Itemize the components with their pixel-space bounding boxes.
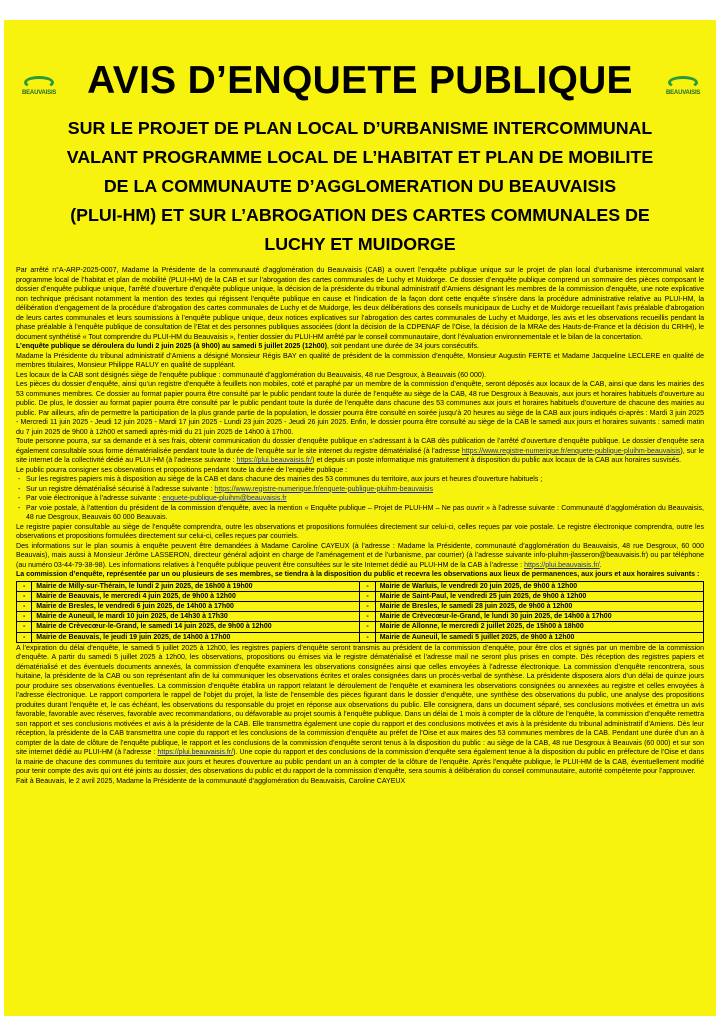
observation-channels-list [16,475,704,523]
paragraph-observations-intro: Le public pourra consigner ses observations et propositions pendant toute la durée de l’enquête publique : [16,466,348,474]
permanence-cell: Mairie de Crèvecœur-le-Grand, le lundi 30 juin 2025, de 14h00 à 17h00 [375,612,703,622]
table-row [17,581,704,591]
text-fragment: . [599,561,602,569]
text-fragment: ) et depuis un poste informatique mis gratuitement à disposition du public aux locaux de la CAB aux horaires susvisés. [312,457,682,464]
bullet-dash: - [17,622,32,632]
bullet-dash: - [17,632,32,642]
permanences-table [16,581,704,643]
paragraph-permanences: La commission d’enquête, représentée par un ou plusieurs de ses membres, se tiendra à la disposition du public et recevra les observations aux lieux de permanences, aux jours et aux horaires suivants : [16,571,700,578]
text-fragment: Toute personne pourra, sur sa demande et à ses frais, obtenir communication du dossier d’enquête publique en s’adressant à la CAB dès publication de l’arrêté d’ouverture d’enquête publique. Le dossier d’enquête sera également consultable sous forme dématérialisée pendant toute la durée de l’enquête sur le site internet du registre dématérialisé (à l’adresse [16,438,704,455]
text-fragment: A l’expiration du délai d’enquête, le samedi 5 juillet 2025 à 12h00, les registres papiers d’enquête seront transmis au président de la commission d’enquête, pour être clos et signés par un membre de la commission d’enquête. A partir du samedi 5 juillet 2025 à 12h00, les observations, propositions ou émises via le registre dématérialisé et l’adresse mail ne seront plus prises en compte. Dès réception des registres papiers et dématérialisé et des éventuels documents annexés, la commission d’enquête examinera les observations consignées ainsi que celles envoyées à l’adresse électronique. La commission d’enquête rencontrera, sous huitaine, la présidente de la CAB ou son représentant afin de lui communiquer les observations écrites et orales consignées dans un procès-verbal de synthèse. La présidente disposera alors d’un délai de quinze jours pour produire ses observations éventuelles. La commission d’enquête établira un rapport relatant le déroulement de l’enquête et examinera les observations consignées ou annexées au registre et celles envoyées à l’adresse électronique. Le rapport comportera le rappel de l’objet du projet, la liste de l’ensemble des pièces figurant dans le dossier d’enquête, une synthèse des observations du public, une analyse des propositions produites durant l’enquête et, le cas échéant, les observations du responsable du projet en réponse aux observations du public. Elle consignera, dans un document séparé, ses conclusions motivées et émettra un avis favorable, favorable avec réserves, favorable avec recommandations, ou défavorable au projet soumis à l’enquête publique. Dans un délai de 1 mois à compter de la clôture de l’enquête, la commission d’enquête remettra son rapport et ses conclusions motivées et avis à la présidente de la CAB. Elle transmettra également une copie du rapport et des conclusions motivées et avis à la présidente du tribunal administratif d’Amiens. Dès leur réception, la présidente de la CAB transmettra une copie du rapport et les conclusions de la commission d’enquête au préfet de l’Oise et aux maires des 53 communes membres de la CAB. Pendant une durée d’un an à compter de la date de clôture de l’enquête publique, le rapport et les conclusions de la commission d’enquête seront tenus à la disposition du public : au siège de la CAB, 48 rue Desgroux à Beauvais (60 000) et sur son site internet dédié au PLUI-HM (à l’adresse : [16,644,704,757]
paragraph-siege: Les locaux de la CAB sont désignés siège de l’enquête publique : communauté d’agglomération du Beauvaisis, 48 rue Desgroux, à Beauvais (60 000). [16,371,487,379]
list-item [16,485,704,495]
page-subtitle [10,114,710,259]
enquiry-dates: L’enquête publique se déroulera du lundi 2 juin 2025 (à 9h00) au samedi 5 juillet 2025 (12h00) [16,343,327,350]
bullet-dash: - [360,632,375,642]
subtitle-line: VALANT PROGRAMME LOCAL DE L’HABITAT ET PLAN DE MOBILITE [66,147,654,167]
paragraph-consultation: Les pièces du dossier d’enquête, ainsi qu’un registre d’enquête à feuillets non mobiles, coté et paraphé par un membre de la commission d’enquête, seront déposés aux locaux de la CAB, ainsi que dans les mairies des 53 communes membres. Ce dossier au format papier pourra être consulté par le public pendant toute la durée de l’enquête au siège de la CAB, 48 rue Desgroux à Beauvais, aux jours et horaires habituels d’ouverture au public. De plus, le dossier au format papier pourra être consulté par le public pendant toute la durée de l’enquête dans chacune des 53 communes aux jours et horaires habituels d’ouverture de chacune des mairies au public. Par ailleurs, afin de permettre la participation de la plus grande partie de la population, le dossier pourra être consulté en soirée jusqu’à 20 heures au siège de la CAB aux jours indiqués ci-après : Mardi 3 juin 2025 - Mercredi 11 juin 2025 - Jeudi 12 juin 2025 - Mardi 17 juin 2025 - Lundi 23 juin 2025 - Jeudi 26 juin 2025. Enfin, le dossier pourra être consulté au siège de la CAB le samedi aux jours et horaires suivants : samedi matin du 7 juin 2025 de 9h00 à 12h00 et samedi après-midi du 21 juin 2025 de 14h00 à 17h00. [16,381,704,436]
list-item [16,494,704,504]
table-row [17,612,704,622]
bullet-dash: - [360,601,375,611]
bullet-dash: - [360,591,375,601]
page-title: AVIS D’ENQUETE PUBLIQUE [87,59,633,102]
permanence-cell: Mairie de Bresles, le samedi 28 juin 2025, de 9h00 à 12h00 [375,601,703,611]
registre-link[interactable]: https://www.registre-numerique.fr/enquete-publique-pluihm-beauvaisis [214,485,433,493]
paragraph-communication [16,437,704,466]
permanence-cell: Mairie de Auneuil, le samedi 5 juillet 2025, de 9h00 à 12h00 [375,632,703,642]
paragraph-arrete: Par arrêté n°A-ARP-2025-0007, Madame la Présidente de la communauté d’agglomération du Beauvaisis (CAB) a ouvert l’enquête publique unique sur le projet de plan local d’urbanisme intercommunal valant programme local de l’habitat et plan de mobilité (PLUI-HM) de la CAB et sur l’abrogation des cartes communales de Luchy et Muidorge. Ce dossier d’enquête publique comprend un sommaire des pièces composant le dossier d’enquête publique unique, l’arrêté d’ouverture d’enquête publique unique, la décision de la présidente du tribunal administratif d’Amiens désignant les membres de la commission d’enquête, une note explicative non technique précisant notamment la mention des textes qui régissent l’enquête publique en cause et l’indication de la façon dont cette enquête s’insère dans la procédure administrative relative au PLUI-HM, la délibération d’engagement de la procédure d’abrogation des cartes communales de Luchy et de Muidorge, les deux délibérations des conseils municipaux de Luchy et de Muidorge recueillant l’avis préalable d’abrogation de leurs cartes communales et leurs soumissions à l’enquête publique unique, deux notices explicatives sur l’abrogation des cartes communales de Luchy et Muidorge, les avis et les observations recueillis pendant la phase préalable à l’enquête publique de consultation de l’Etat et des personnes publiques associées (dont la décision de la CDPENAF de l’Oise, la décision de la MRAe des Hauts-de-France et la décision du CRHH), le document synthétisé « Tout comprendre du PLUI-HM du Beauvaisis », l’entier dossier du PLUI-HM arrêté par le conseil communautaire, dont l’évaluation environnementale et le bilan de la concertation. [16,267,704,341]
plui-site-link[interactable]: https://plui.beauvaisis.fr/ [236,457,313,464]
text-fragment: ). Une copie du rapport et des conclusions de la commission d’enquête sera également tenue à la disposition du public en préfecture de l’Oise et dans la mairie de chacune des communes du territoire aux jours et heures d’ouverture au public pendant un an à compter de la clôture de l’enquête. Après l’enquête publique, le PLUI-HM de la CAB, éventuellement modifié pour tenir compte des avis qui ont été joints au dossier, des observations du public et du rapport de la commission d’enquête, sera soumis à délibération du conseil communautaire, autorité compétente pour l’approuver. [16,749,704,776]
text-fragment: Des informations sur le plan soumis à enquête peuvent être demandées à Madame Caroline CAYEUX (à l’adresse : Madame la Présidente, communauté d’agglomération du Beauvaisis, 48 rue Desgroux, 60 000 Beauvais), mais aussi à Monsieur Jérôme LASSERON, directeur général adjoint en charge de l’aménagement et de l’urbanisme, par courrier) (à l’adresse suivante info-pluihm-jlasseron@beauvaisis.fr) ou par téléphone (au numéro 03-44-79-38-98). Les informations relatives à l’enquête publique peuvent être consultées sur le site Internet dédié au PLUI-HM de la CAB à l’adresse : [16,542,704,569]
subtitle-line: DE LA COMMUNAUTE D’AGGLOMERATION DU BEAUVAISIS [103,176,617,196]
list-item: - Par voie postale, à l’attention du président de la commission d’enquête, avec la mention « Enquête publique – Projet de PLUI-HM – Ne pas ouvrir » à l’adresse suivante : Communauté d’agglomération du Beauvaisis, 48 rue Desgroux, Beauvais 60 000 Beauvais. [16,504,704,523]
plui-site-link[interactable]: https://plui.beauvaisis.fr/ [524,561,600,569]
permanence-cell: Mairie de Milly-sur-Thérain, le lundi 2 juin 2025, de 16h00 à 19h00 [32,581,360,591]
table-row [17,591,704,601]
paragraph-informations [16,542,704,571]
paragraph-commission: Madame la Présidente du tribunal administratif d’Amiens a désigné Monsieur Régis BAY en qualité de président de la commission d’enquête, Monsieur Augustin FERTE et Madame Jacqueline LECLERE en qualité de membres titulaires, Monsieur Philippe RALUY en qualité de suppléant. [16,352,704,369]
permanence-cell: Mairie de Auneuil, le mardi 10 juin 2025, de 14h30 à 17h30 [32,612,360,622]
bullet-dash: - [360,612,375,622]
bullet-dash: - [360,581,375,591]
bullet-dash: - [360,622,375,632]
table-row [17,601,704,611]
registre-link[interactable]: https://www.registre-numerique.fr/enquete-publique-pluihm-beauvaisis [461,447,681,455]
bullet-dash: - [17,612,32,622]
permanence-cell: Mairie de Beauvais, le jeudi 19 juin 2025, de 14h00 à 17h00 [32,632,360,642]
table-row [17,632,704,642]
logo-text: BEAUVAISIS [22,90,57,96]
permanence-cell: Mairie de Bresles, le vendredi 6 juin 2025, de 14h00 à 17h00 [32,601,360,611]
permanence-cell: Mairie de Warluis, le vendredi 20 juin 2025, de 9h00 à 12h00 [375,581,703,591]
permanence-cell: Mairie de Crèvecœur-le-Grand, le samedi 14 juin 2025, de 9h00 à 12h00 [32,622,360,632]
permanence-cell: Mairie de Beauvais, le mercredi 4 juin 2025, de 9h00 à 12h00 [32,591,360,601]
paragraph-procedure [16,644,704,777]
list-item: - Sur les registres papiers mis à disposition au siège de la CAB et dans chacune des mairies des 53 communes du territoire, aux jours et heures d’ouverture habituels ; [16,475,704,485]
subtitle-line: LUCHY ET MUIDORGE [264,234,456,254]
permanence-cell: Mairie de Saint-Paul, le vendredi 25 juin 2025, de 9h00 à 12h00 [375,591,703,601]
signature: Fait à Beauvais, le 2 avril 2025, Madame la Présidente de la communauté d’agglomération du Beauvaisis, Caroline CAYEUX [16,777,406,785]
bullet-dash: - [17,601,32,611]
bullet-dash: - [17,591,32,601]
email-link[interactable]: enquete-publique-pluihm@beauvaisis.fr [162,495,287,502]
logo-text: BEAUVAISIS [666,90,701,96]
text-fragment: Sur un registre dématérialisé sécurisé à l’adresse suivante : [26,485,215,493]
bullet-dash: - [17,581,32,591]
text-fragment: ), sur le site internet de la collectivité dédié au PLUI-HM (à l’adresse suivante : [16,447,704,464]
subtitle-line: SUR LE PROJET DE PLAN LOCAL D’URBANISME INTERCOMMUNAL [67,118,653,138]
notice-body [16,266,704,786]
paragraph-registres: Le registre papier consultable au siège de l’enquête comprendra, outre les observations et propositions formulées directement sur celui-ci, celles reçues par voie postale. Le registre électronique comprendra, outre les observations et propositions formulées directement sur celui-ci, celles reçues par courriels. [16,523,704,540]
paragraph-dates [16,342,704,352]
plui-site-link[interactable]: https://plui.beauvaisis.fr/ [157,749,234,757]
enquiry-duration: , soit pendant une durée de 34 jours consécutifs. [326,343,479,350]
table-row [17,622,704,632]
notice-sheet [4,20,716,1016]
permanence-cell: Mairie de Allonne, le mercredi 2 juillet 2025, de 15h00 à 18h00 [375,622,703,632]
subtitle-line: (PLUI-HM) ET SUR L’ABROGATION DES CARTES COMMUNALES DE [70,205,650,225]
text-fragment: Par voie électronique à l’adresse suivante : [26,495,163,502]
